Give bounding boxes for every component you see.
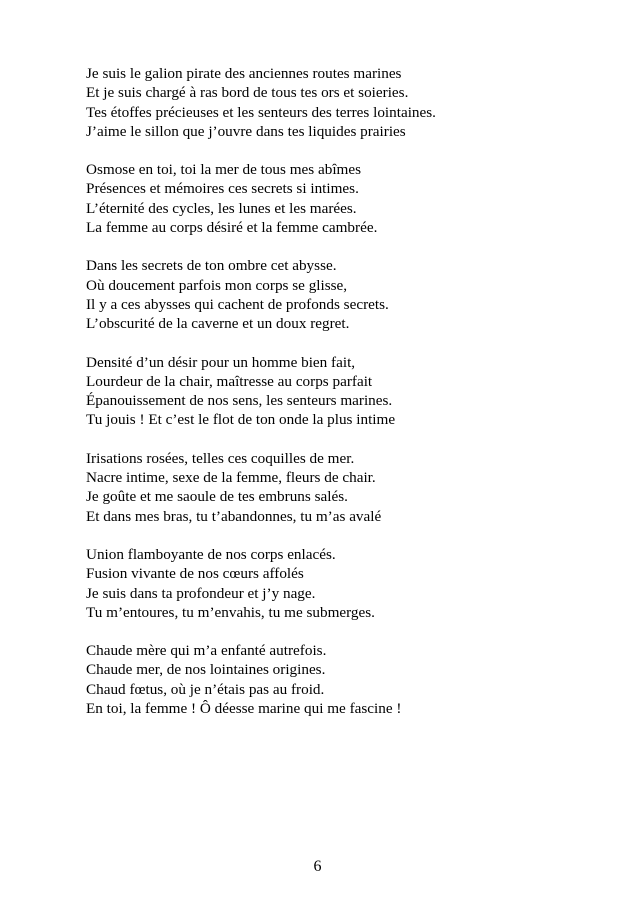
poem-line: L’obscurité de la caverne et un doux regret. (86, 315, 350, 333)
poem-line: Tes étoffes précieuses et les senteurs des terres lointaines. (86, 103, 436, 121)
stanza-4 (86, 353, 606, 430)
poem-line: Et dans mes bras, tu t’abandonnes, tu m’as avalé (86, 507, 382, 525)
poem-line: La femme au corps désiré et la femme cambrée. (86, 219, 378, 237)
stanza-5 (86, 449, 606, 526)
poem-line: Il y a ces abysses qui cachent de profonds secrets. (86, 295, 389, 313)
poem-line: J’aime le sillon que j’ouvre dans tes liquides prairies (86, 122, 406, 140)
poem-line: Et je suis chargé à ras bord de tous tes ors et soieries. (86, 84, 409, 102)
poem-line: Densité d’un désir pour un homme bien fait, (86, 353, 356, 371)
poem-line: Tu m’entoures, tu m’envahis, tu me submerges. (86, 603, 375, 621)
poem-line: Dans les secrets de ton ombre cet abysse. (86, 257, 337, 275)
poem-line: Fusion vivante de nos cœurs affolés (86, 565, 304, 583)
poem-line: Osmose en toi, toi la mer de tous mes abîmes (86, 161, 362, 179)
stanza-1 (86, 64, 606, 141)
poem-line: Nacre intime, sexe de la femme, fleurs de chair. (86, 469, 376, 487)
poem-line: Union flamboyante de nos corps enlacés. (86, 545, 336, 563)
poem-line: Où doucement parfois mon corps se glisse, (86, 276, 348, 294)
poem-line: Chaud fœtus, où je n’étais pas au froid. (86, 680, 325, 698)
page-number: 6 (313, 858, 322, 875)
poem-line: Je suis dans ta profondeur et j’y nage. (86, 584, 316, 602)
poem-line: Je suis le galion pirate des anciennes routes marines (86, 65, 402, 82)
poem-line: Je goûte et me saoule de tes embruns salés. (86, 488, 348, 506)
poem-line: Irisations rosées, telles ces coquilles de mer. (86, 449, 355, 467)
poem-line: En toi, la femme ! Ô déesse marine qui me fascine ! (86, 700, 402, 718)
stanza-7 (86, 641, 606, 718)
poem-line: Tu jouis ! Et c’est le flot de ton onde la plus intime (86, 411, 396, 429)
stanza-2 (86, 160, 606, 237)
stanza-3 (86, 256, 606, 333)
poem-line: Chaude mer, de nos lointaines origines. (86, 661, 326, 679)
poem (86, 64, 606, 737)
stanza-6 (86, 545, 606, 622)
poem-line: Présences et mémoires ces secrets si intimes. (86, 180, 359, 198)
poem-line: L’éternité des cycles, les lunes et les marées. (86, 199, 357, 217)
poem-line: Chaude mère qui m’a enfanté autrefois. (86, 642, 327, 660)
poem-line: Épanouissement de nos sens, les senteurs marines. (86, 392, 393, 410)
poem-line: Lourdeur de la chair, maîtresse au corps parfait (86, 372, 373, 390)
